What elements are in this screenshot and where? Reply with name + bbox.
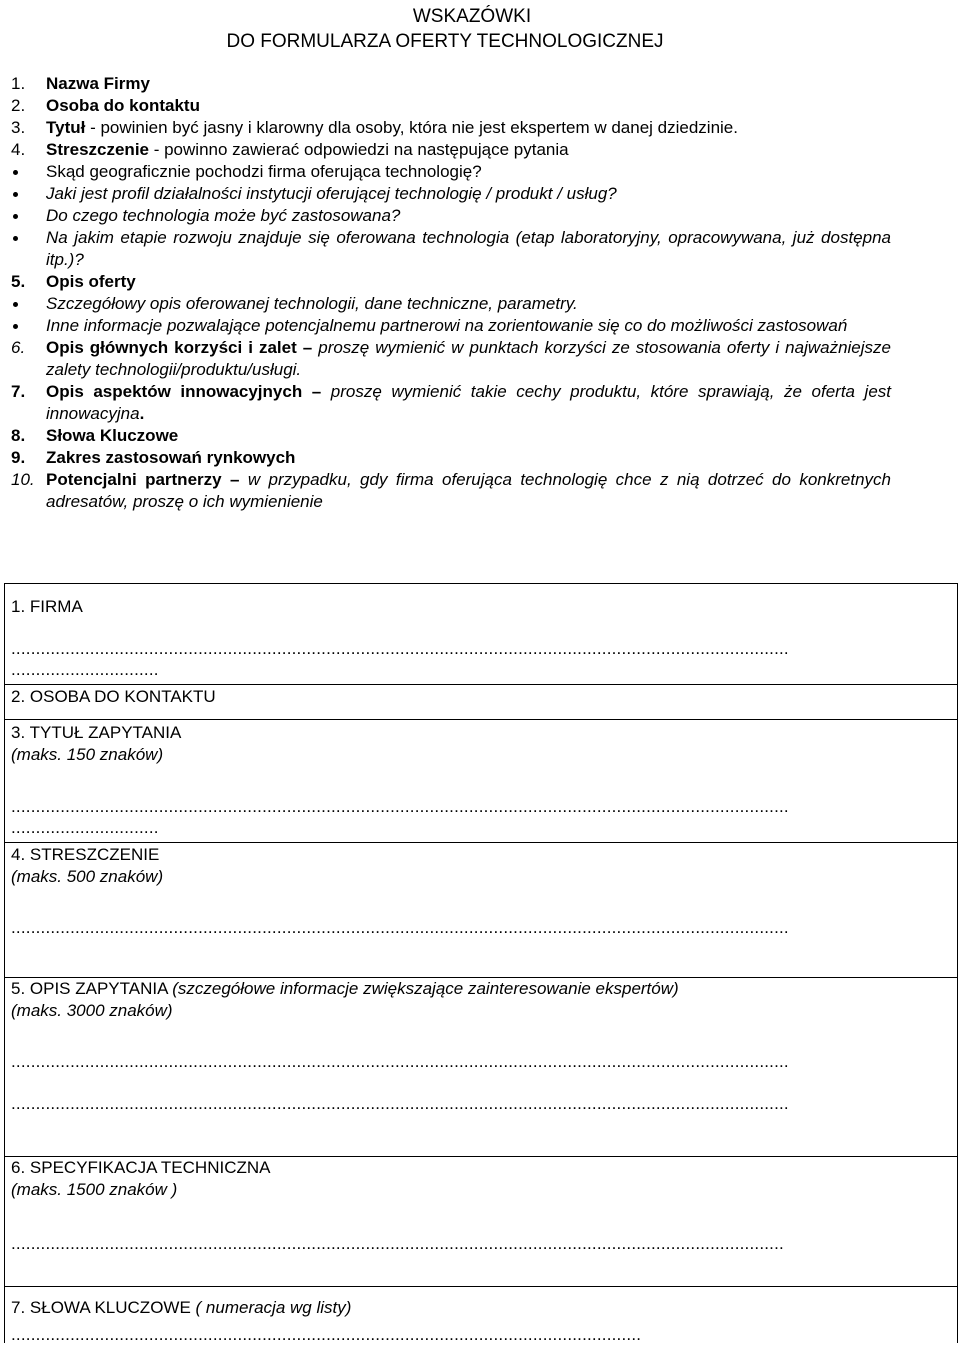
bullet-item: Skąd geograficznie pochodzi firma oferująca technologię?	[11, 161, 891, 183]
form-section-company	[5, 584, 957, 684]
fill-line[interactable]: .............................................................................................................................................................	[11, 1234, 784, 1253]
section-limit-note: (maks. 3000 znaków)	[11, 1001, 173, 1020]
section-limit-note: (maks. 1500 znaków )	[11, 1180, 178, 1199]
title-line-1: WSKAZÓWKI	[412, 6, 532, 27]
bullet-item: Na jakim etapie rozwoju znajduje się oferowana technologia (etap laboratoryjny, opracowywana, już dostępna itp.)?	[11, 227, 891, 271]
bullet-icon	[13, 302, 18, 307]
fill-line[interactable]: ..............................................................................................................................................................	[11, 797, 789, 816]
fill-line[interactable]: ..............................	[11, 660, 159, 679]
instruction-item-6: 6. Opis głównych korzyści i zalet – proszę wymienić w punktach korzyści ze stosowania oferty i najważniejsze zalety technologii/produktu/usługi.	[11, 338, 891, 379]
instruction-item-4: 4. Streszczenie - powinno zawierać odpowiedzi na następujące pytania	[11, 140, 569, 159]
instruction-item-5: 5. Opis oferty	[11, 272, 136, 291]
section-label: 7. SŁOWA KLUCZOWE ( numeracja wg listy)	[11, 1298, 352, 1317]
section-limit-note: (maks. 500 znaków)	[11, 867, 164, 886]
section-label: 1. FIRMA	[11, 597, 83, 616]
form-section-summary	[5, 842, 957, 978]
bullet-item: Szczegółowy opis oferowanej technologii, dane techniczne, parametry.	[11, 293, 891, 315]
instructions-list	[11, 73, 891, 513]
instruction-item-9: 9. Zakres zastosowań rynkowych	[11, 448, 296, 467]
form-section-title	[5, 719, 957, 843]
bullet-icon	[13, 192, 18, 197]
bullet-icon	[13, 214, 18, 219]
bullet-icon	[13, 236, 18, 241]
bullet-item: Do czego technologia może być zastosowana?	[11, 205, 891, 227]
fill-line[interactable]: ..............................................................................................................................................................	[11, 918, 789, 937]
section-limit-note: (maks. 150 znaków)	[11, 745, 164, 764]
section-label: 2. OSOBA DO KONTAKTU	[11, 687, 216, 706]
form-section-contact	[5, 684, 957, 720]
offer-form	[4, 583, 958, 1343]
instruction-item-10: 10. Potencjalni partnerzy – w przypadku, gdy firma oferująca technologię chce z nią dotrzeć do konkretnych adresatów, proszę o ich wymienienie	[11, 470, 892, 511]
section-label: 4. STRESZCZENIE	[11, 845, 160, 864]
section-label: 5. OPIS ZAPYTANIA (szczegółowe informacje zwiększające zainteresowanie ekspertów)	[11, 979, 679, 998]
bullet-item: Jaki jest profil działalności instytucji oferującej technologię / produkt / usług?	[11, 183, 891, 205]
form-section-specification	[5, 1156, 957, 1287]
section-label: 6. SPECYFIKACJA TECHNICZNA	[11, 1158, 271, 1177]
instruction-item-2: 2. Osoba do kontaktu	[11, 96, 200, 115]
document-title	[0, 4, 960, 54]
instruction-item-1: 1. Nazwa Firmy	[11, 74, 150, 93]
form-section-description	[5, 977, 957, 1157]
section-label: 3. TYTUŁ ZAPYTANIA	[11, 723, 182, 742]
title-line-2: DO FORMULARZA OFERTY TECHNOLOGICZNEJ	[226, 31, 664, 52]
fill-line[interactable]: ................................................................................................................................	[11, 1325, 642, 1344]
fill-line[interactable]: ..............................................................................................................................................................	[11, 1094, 789, 1113]
form-section-keywords	[5, 1286, 957, 1345]
fill-line[interactable]: ..............................................................................................................................................................	[11, 639, 789, 658]
fill-line[interactable]: ..............................	[11, 818, 159, 837]
bullet-item: Inne informacje pozwalające potencjalnemu partnerowi na zorientowanie się co do możliwości zastosowań	[11, 315, 891, 337]
fill-line[interactable]: ..............................................................................................................................................................	[11, 1052, 789, 1071]
bullet-icon	[13, 170, 18, 175]
instruction-item-8: 8. Słowa Kluczowe	[11, 426, 179, 445]
bullet-icon	[13, 324, 18, 329]
instruction-item-3: 3. Tytuł - powinien być jasny i klarowny dla osoby, która nie jest ekspertem w danej dziedzinie.	[11, 118, 738, 137]
instruction-item-7: 7. Opis aspektów innowacyjnych – proszę wymienić takie cechy produktu, które sprawiają, że oferta jest innowacyjna.	[11, 382, 891, 423]
